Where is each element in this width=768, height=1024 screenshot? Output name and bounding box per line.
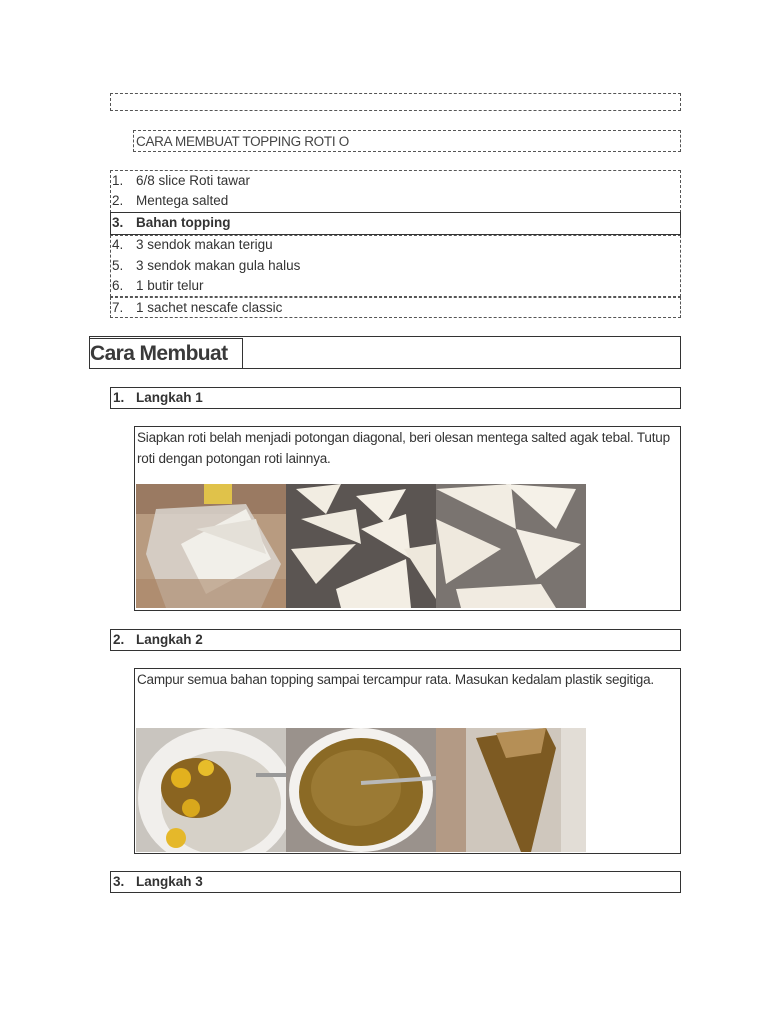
ingredient-item: 3. Bahan topping — [112, 215, 231, 230]
step-photo — [436, 728, 586, 852]
ingredient-item: 1. 6/8 slice Roti tawar — [112, 173, 251, 188]
step-body — [134, 426, 681, 611]
ingredient-item: 7. 1 sachet nescafe classic — [112, 300, 283, 315]
step-photo — [436, 484, 586, 608]
step-heading: 1. Langkah 1 — [110, 387, 681, 409]
recipe-title-box — [133, 130, 681, 152]
step-heading: 2. Langkah 2 — [110, 629, 681, 651]
header-box — [110, 93, 681, 111]
recipe-title: CARA MEMBUAT TOPPING ROTI O — [136, 134, 349, 149]
ingredient-item: 6. 1 butir telur — [112, 278, 204, 293]
ingredient-item: 5. 3 sendok makan gula halus — [112, 258, 301, 273]
step-photo — [286, 484, 436, 608]
step-photo — [136, 728, 286, 852]
section-heading: Cara Membuat — [90, 342, 228, 365]
ingredient-item: 4. 3 sendok makan terigu — [112, 237, 273, 252]
step-description: Campur semua bahan topping sampai tercampur rata. Masukan kedalam plastik segitiga. — [137, 672, 654, 687]
step-description: Siapkan roti belah menjadi potongan diagonal, beri olesan mentega salted agak tebal. Tutup roti dengan potongan roti lainnya. — [137, 430, 670, 466]
step-body — [134, 668, 681, 854]
ingredient-item: 2. Mentega salted — [112, 193, 229, 208]
step-photo — [136, 484, 286, 608]
step-photo — [286, 728, 436, 852]
step-heading: 3. Langkah 3 — [110, 871, 681, 893]
